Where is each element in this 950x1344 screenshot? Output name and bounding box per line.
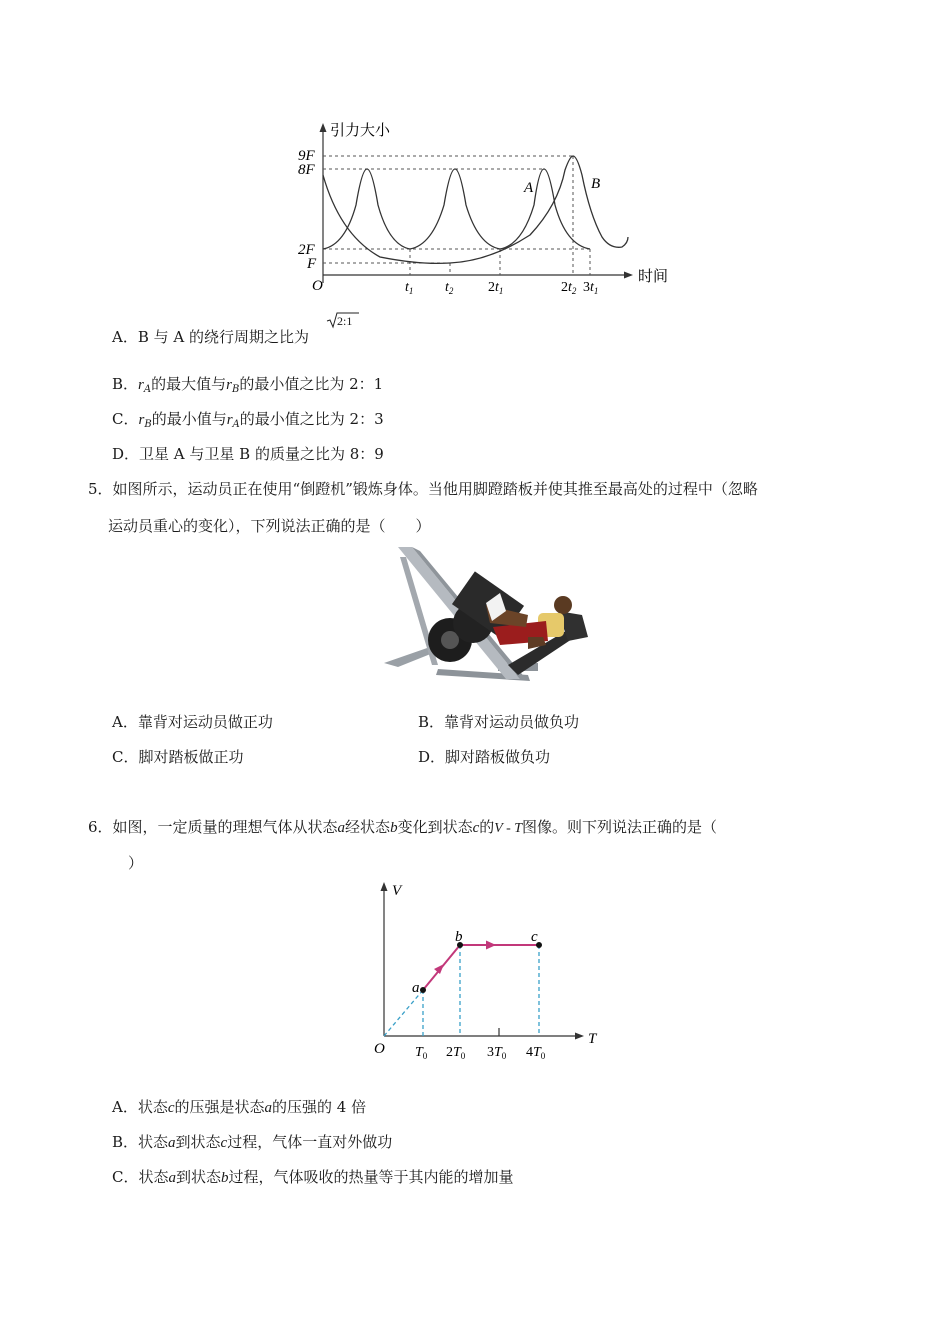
q4-option-b: B．$r_A$的最大值与$r_B$的最小值之比为 2：1 xyxy=(112,375,384,395)
t-axis-label: T xyxy=(588,1031,597,1047)
ytick-f: F xyxy=(307,256,317,272)
arrow-b-to-c xyxy=(486,941,496,950)
point-a xyxy=(420,987,426,993)
t-axis-arrow xyxy=(575,1033,584,1040)
q5-option-c: C．脚对踏板做正功 xyxy=(112,748,244,766)
ytick-8f: 8F xyxy=(298,162,315,178)
q5-stem-line2: 运动员重心的变化），下列说法正确的是（ ） xyxy=(108,517,431,535)
xtick-3t0: $3T_0$ xyxy=(487,1045,507,1061)
curve-b-label: B xyxy=(591,176,601,192)
q4-option-a-text: A．B 与 A 的绕行周期之比为 xyxy=(112,328,309,346)
q4-option-a-ratio: 2:1 xyxy=(337,314,353,328)
q6-stem-line2: ） xyxy=(128,854,144,872)
q6-option-c: C．状态a到状态b过程，气体吸收的热量等于其内能的增加量 xyxy=(112,1168,514,1186)
y-axis-arrow xyxy=(320,123,327,132)
xtick-t1: $t_1$ xyxy=(405,280,414,296)
q6-option-a: A．状态c的压强是状态a的压强的 4 倍 xyxy=(112,1098,367,1116)
force-time-graph xyxy=(290,115,690,305)
v-axis-arrow xyxy=(381,882,388,891)
v-axis-label: V xyxy=(392,883,402,899)
xtick-4t0: $4T_0$ xyxy=(526,1045,546,1061)
q5-option-a: A．靠背对运动员做正功 xyxy=(112,713,273,731)
leg-press-machine-illustration xyxy=(378,545,593,687)
xtick-t2: $t_2$ xyxy=(445,280,454,296)
q5-option-b: B．靠背对运动员做负功 xyxy=(418,713,580,731)
x-axis-arrow xyxy=(624,272,633,279)
xtick-2t1: $2t_1$ xyxy=(488,280,504,296)
point-a-label: a xyxy=(412,980,420,996)
ytick-2f: 2F xyxy=(298,242,315,258)
q5-option-d: D．脚对踏板做负功 xyxy=(418,748,551,766)
q5-stem-line1: 5．如图所示，运动员正在使用“倒蹬机”锻炼身体。当他用脚蹬踏板并使其推至最高处的过程中（忽略 xyxy=(88,480,758,498)
curve-a-label: A xyxy=(524,180,534,196)
arrow-a-to-b xyxy=(434,964,444,974)
origin-label: O xyxy=(312,278,323,294)
ytick-9f: 9F xyxy=(298,148,315,164)
point-b-label: b xyxy=(455,929,463,945)
extrapolation-line xyxy=(384,990,423,1036)
xtick-t0: $T_0$ xyxy=(415,1045,428,1061)
q6-stem-line1: 6．如图，一定质量的理想气体从状态a经状态b变化到状态c的V - T图像。则下列说法正确的是（ xyxy=(88,818,718,836)
xtick-2t2: $2t_2$ xyxy=(561,280,577,296)
x-axis-label: 时间 xyxy=(638,267,669,285)
volume-temperature-graph xyxy=(368,878,608,1068)
q4-option-d: D．卫星 A 与卫星 B 的质量之比为 8：9 xyxy=(112,445,384,463)
q4-option-a xyxy=(112,326,309,347)
y-axis-label: 引力大小 xyxy=(330,121,391,139)
xtick-3t1: $3t_1$ xyxy=(583,280,599,296)
xtick-2t0: $2T_0$ xyxy=(446,1045,466,1061)
point-c-label: c xyxy=(531,929,538,945)
q4-option-c: C．$r_B$的最小值与$r_A$的最小值之比为 2：3 xyxy=(112,410,384,430)
q6-option-b: B．状态a到状态c过程，气体一直对外做功 xyxy=(112,1133,393,1151)
origin-label-2: O xyxy=(374,1041,385,1057)
